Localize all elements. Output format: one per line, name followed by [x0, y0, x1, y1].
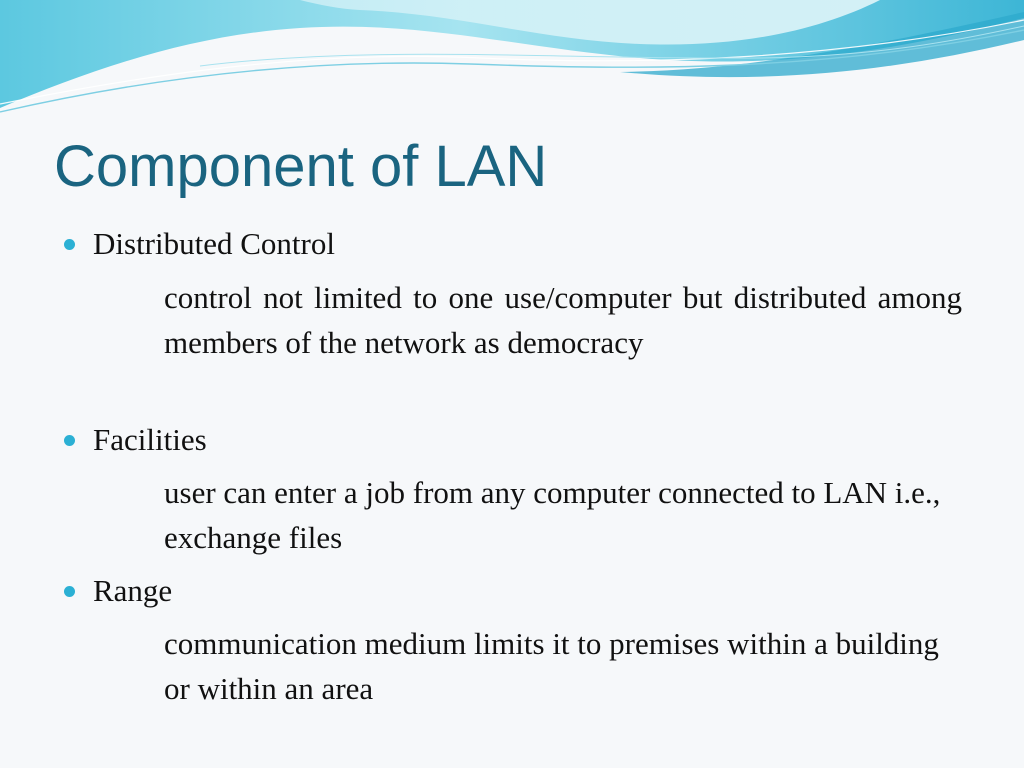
bullet-dot-icon — [64, 239, 75, 250]
bullet-item-distributed-control — [64, 224, 335, 264]
bullet-dot-icon — [64, 586, 75, 597]
bullet-item-facilities — [64, 420, 207, 460]
bullet-item-range — [64, 571, 172, 611]
bullet-label: Distributed Control — [93, 226, 335, 261]
bullet-dot-icon — [64, 435, 75, 446]
bullet-label: Range — [93, 573, 173, 608]
bullet-label: Facilities — [93, 422, 207, 457]
slide-title: Component of LAN — [54, 134, 548, 199]
bullet-description: communication medium limits it to premises within a building or within an area — [164, 626, 939, 706]
bullet-description: user can enter a job from any computer connected to LAN i.e., exchange files — [164, 475, 941, 555]
bullet-description: control not limited to one use/computer but distributed among members of the network as democracy — [164, 280, 962, 360]
